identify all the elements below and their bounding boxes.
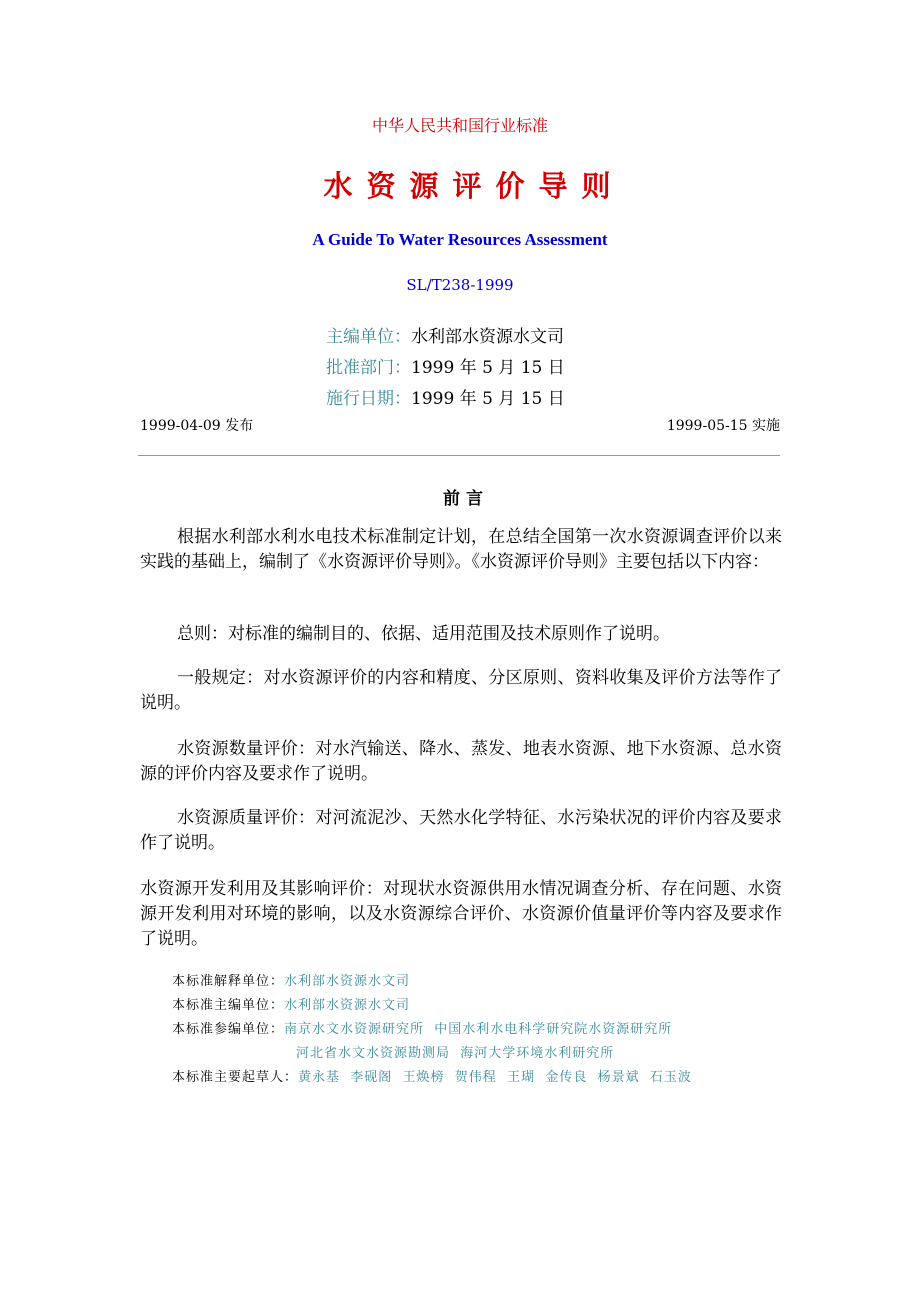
- preface-paragraph: 水资源质量评价：对河流泥沙、天然水化学特征、水污染状况的评价内容及要求作了说明。: [140, 808, 782, 853]
- footer-value: 黄永基 李砚阁 王焕榜 贺伟程 王瑚 金传良 杨景斌 石玉波: [298, 1070, 692, 1085]
- footer-interpret-unit: [172, 970, 410, 994]
- meta-label: 主编单位：: [326, 327, 411, 347]
- preface-paragraph: 根据水利部水利水电技术标准制定计划，在总结全国第一次水资源调查评价以来实践的基础上，编制了《水资源评价导则》。《水资源评价导则》主要包括以下内容：: [140, 527, 782, 572]
- footer-participant-units: [172, 1018, 672, 1042]
- footer-value: 水利部水资源水文司: [284, 998, 411, 1013]
- preface-paragraph: 水资源数量评价：对水汽输送、降水、蒸发、地表水资源、地下水资源、总水资源的评价内容及要求作了说明。: [140, 739, 782, 784]
- footer-label: 本标准主编单位：: [172, 998, 285, 1013]
- meta-approval-dept: [326, 353, 565, 378]
- footer-chief-unit: [172, 994, 410, 1018]
- footer-label: 本标准参编单位：: [172, 1022, 285, 1037]
- meta-editor-unit: [326, 322, 564, 347]
- meta-value: 1999 年 5 月 15 日: [411, 358, 565, 378]
- publish-date: 1999-04-09 发布: [140, 418, 254, 434]
- preface-paragraph: 水资源开发利用及其影响评价：对现状水资源供用水情况调查分析、存在问题、水资源开发利用对环境的影响，以及水资源综合评价、水资源价值量评价等内容及要求作了说明。: [140, 879, 782, 949]
- footer-drafters: [172, 1066, 692, 1090]
- standard-code: SL/T238-1999: [406, 276, 514, 294]
- horizontal-divider: [138, 455, 780, 456]
- preface-paragraph: 一般规定：对水资源评价的内容和精度、分区原则、资料收集及评价方法等作了说明。: [140, 668, 782, 713]
- meta-label: 施行日期：: [326, 389, 411, 409]
- footer-value: 河北省水文水资源勘测局 海河大学环境水利研究所: [296, 1046, 615, 1061]
- industry-standard-heading: 中华人民共和国行业标准: [371, 116, 548, 135]
- footer-label: 本标准主要起草人：: [172, 1070, 299, 1085]
- footer-label: 本标准解释单位：: [172, 974, 285, 989]
- meta-value: 1999 年 5 月 15 日: [411, 389, 565, 409]
- document-title: 水资源评价导则: [323, 169, 625, 203]
- footer-value: 南京水文水资源研究所 中国水利水电科学研究院水资源研究所: [284, 1022, 673, 1037]
- implement-date: 1999-05-15 实施: [666, 418, 780, 434]
- meta-value: 水利部水资源水文司: [411, 327, 564, 347]
- meta-label: 批准部门：: [326, 358, 411, 378]
- footer-participant-units-cont: [296, 1042, 614, 1066]
- english-subtitle: A Guide To Water Resources Assessment: [312, 230, 608, 249]
- preface-paragraph: 总则：对标准的编制目的、依据、适用范围及技术原则作了说明。: [177, 624, 670, 644]
- meta-effective-date: [326, 384, 565, 409]
- footer-value: 水利部水资源水文司: [284, 974, 411, 989]
- preface-title: 前言: [443, 489, 489, 509]
